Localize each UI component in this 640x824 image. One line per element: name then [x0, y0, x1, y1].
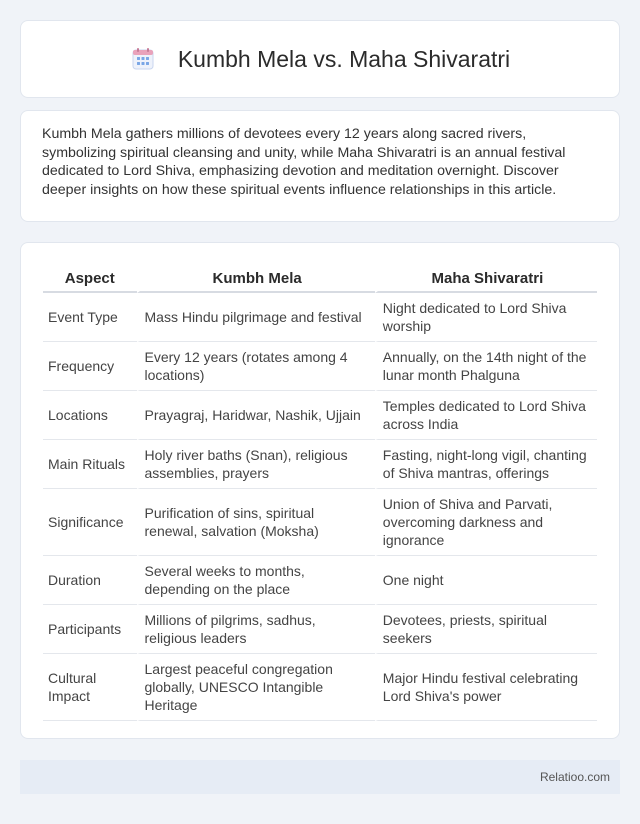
cell-maha-shivaratri: Temples dedicated to Lord Shiva across India — [375, 391, 597, 440]
footer-bar — [20, 760, 620, 794]
cell-aspect: Participants — [43, 605, 137, 654]
cell-kumbh-mela: Millions of pilgrims, sadhus, religious leaders — [137, 605, 375, 654]
cell-kumbh-mela: Prayagraj, Haridwar, Nashik, Ujjain — [137, 391, 375, 440]
cell-maha-shivaratri: Night dedicated to Lord Shiva worship — [375, 293, 597, 342]
cell-aspect: Cultural Impact — [43, 654, 137, 721]
intro-paragraph: Kumbh Mela gathers millions of devotees every 12 years along sacred rivers, symbolizing spiritual cleansing and unity, while Maha Shivaratri is an annual festival dedicated to Lord Shiva, emphasizing devotion and meditation overnight. Discover deeper insights on how these spiritual events influence relationships in this article. — [42, 126, 566, 198]
cell-kumbh-mela: Every 12 years (rotates among 4 locations) — [137, 342, 375, 391]
table-row — [43, 293, 597, 342]
cell-aspect: Frequency — [43, 342, 137, 391]
table-row — [43, 556, 597, 605]
cell-maha-shivaratri: Fasting, night-long vigil, chanting of Shiva mantras, offerings — [375, 440, 597, 489]
table-row — [43, 342, 597, 391]
cell-maha-shivaratri: One night — [375, 556, 597, 605]
cell-kumbh-mela: Holy river baths (Snan), religious assemblies, prayers — [137, 440, 375, 489]
cell-kumbh-mela: Purification of sins, spiritual renewal, salvation (Moksha) — [137, 489, 375, 556]
cell-aspect: Duration — [43, 556, 137, 605]
cell-aspect: Significance — [43, 489, 137, 556]
cell-maha-shivaratri: Major Hindu festival celebrating Lord Shiva's power — [375, 654, 597, 721]
cell-maha-shivaratri: Union of Shiva and Parvati, overcoming darkness and ignorance — [375, 489, 597, 556]
table-row — [43, 605, 597, 654]
page-title: Kumbh Mela vs. Maha Shivaratri — [177, 45, 511, 72]
comparison-card — [20, 242, 620, 739]
table-header-row — [43, 263, 597, 293]
title-card — [20, 20, 620, 98]
header-kumbh-mela: Kumbh Mela — [137, 263, 375, 293]
cell-aspect: Event Type — [43, 293, 137, 342]
comparison-table — [43, 263, 597, 721]
header-maha-shivaratri: Maha Shivaratri — [375, 263, 597, 293]
cell-maha-shivaratri: Devotees, priests, spiritual seekers — [375, 605, 597, 654]
cell-aspect: Locations — [43, 391, 137, 440]
intro-card — [20, 110, 620, 222]
header-aspect: Aspect — [43, 263, 137, 293]
table-row — [43, 654, 597, 721]
footer-brand: Relatioo.com — [539, 770, 610, 784]
table-row — [43, 440, 597, 489]
cell-kumbh-mela: Mass Hindu pilgrimage and festival — [137, 293, 375, 342]
table-row — [43, 489, 597, 556]
cell-kumbh-mela: Several weeks to months, depending on the place — [137, 556, 375, 605]
table-row — [43, 391, 597, 440]
cell-kumbh-mela: Largest peaceful congregation globally, UNESCO Intangible Heritage — [137, 654, 375, 721]
cell-maha-shivaratri: Annually, on the 14th night of the lunar month Phalguna — [375, 342, 597, 391]
cell-aspect: Main Rituals — [43, 440, 137, 489]
calendar-icon — [130, 46, 156, 72]
